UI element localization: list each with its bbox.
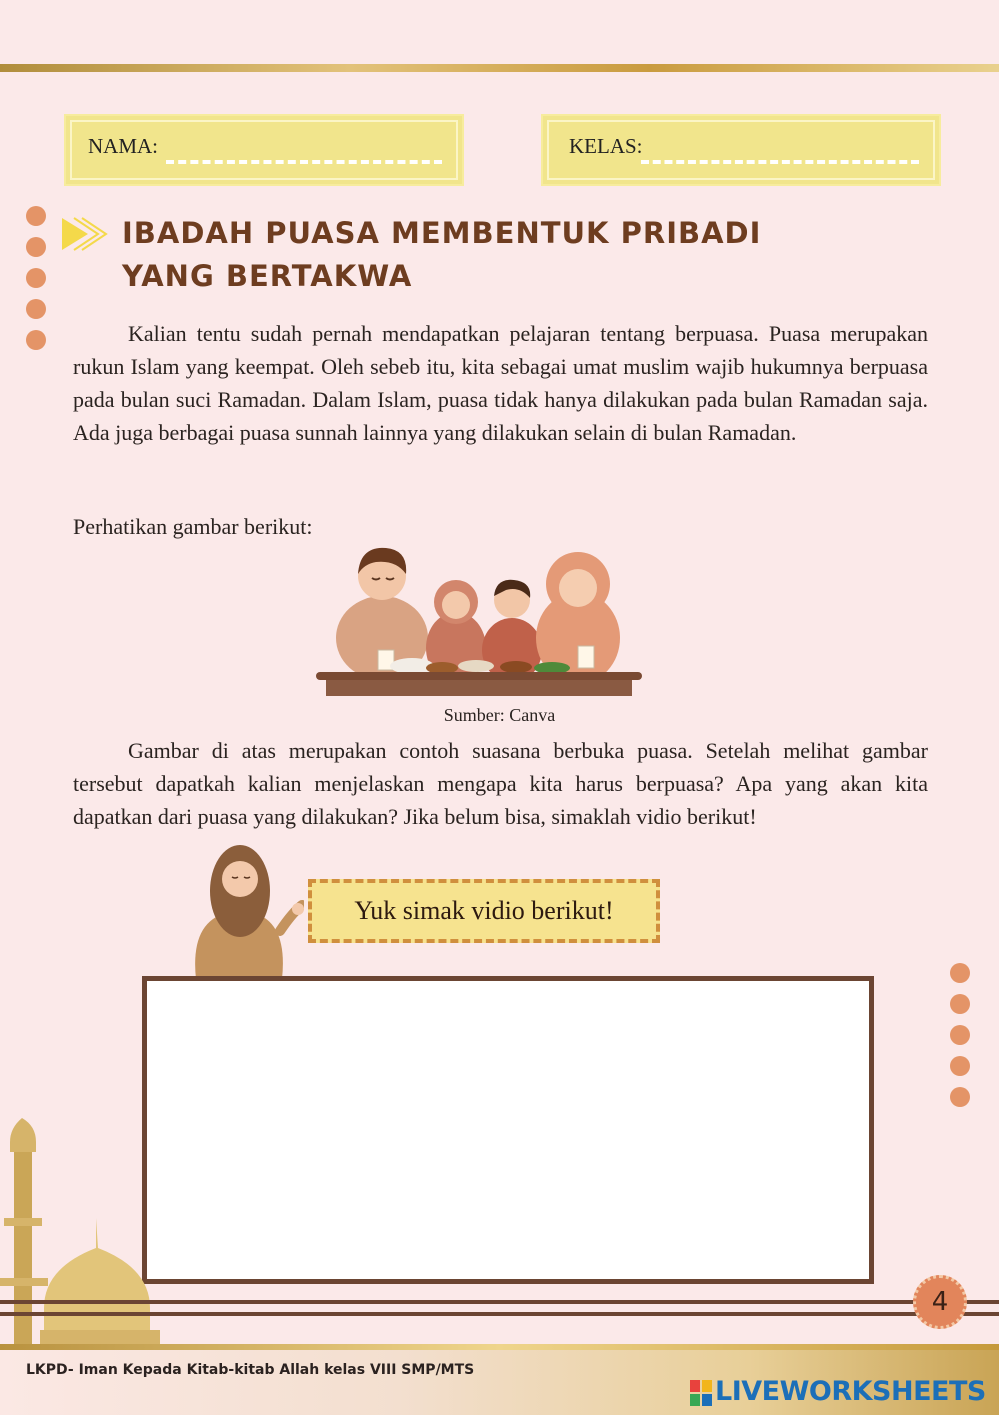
- footer-gold-stripe: [0, 1344, 999, 1350]
- name-input-line[interactable]: [166, 160, 442, 164]
- mosque-silhouette: [0, 1108, 170, 1358]
- left-dot-column: [26, 206, 48, 361]
- decor-dot: [950, 1087, 970, 1107]
- page-number: 4: [913, 1275, 967, 1329]
- bottom-rule-1: [0, 1300, 999, 1304]
- watch-video-callout: Yuk simak vidio berikut!: [308, 879, 660, 943]
- title-line-2: YANG BERTAKWA: [122, 259, 413, 293]
- top-gold-stripe: [0, 64, 999, 72]
- image-prompt: Perhatikan gambar berikut:: [73, 514, 313, 539]
- decor-dot: [950, 963, 970, 983]
- name-label: NAMA:: [88, 134, 159, 158]
- image-caption: Sumber: Canva: [443, 705, 556, 725]
- title-line-1: IBADAH PUASA MEMBENTUK PRIBADI: [122, 216, 762, 250]
- family-iftar-illustration: [316, 538, 642, 698]
- brand-text: LIVEWORKSHEETS: [715, 1376, 986, 1407]
- bottom-rule-2: [0, 1312, 999, 1316]
- intro-paragraph: Kalian tentu sudah pernah mendapatkan pelajaran tentang berpuasa. Puasa merupakan rukun Islam yang keempat. Oleh sebeb itu, kita sebagai umat muslim wajib hukumnya berpuasa pada bulan suci Ramadan. Dalam Islam, puasa tidak hanya dilakukan pada bulan Ramadan saja. Ada juga berbagai puasa sunnah lainnya yang dilakukan selain di bulan Ramadan.: [73, 321, 928, 445]
- question-paragraph: Gambar di atas merupakan contoh suasana berbuka puasa. Setelah melihat gambar tersebut dapatkah kalian menjelaskan mengapa kita harus berpuasa? Apa yang akan kita dapatkan dari puasa yang dilakukan? Jika belum bisa, simaklah vidio berikut!: [73, 738, 928, 829]
- liveworksheets-logo[interactable]: [690, 1376, 986, 1408]
- decor-dot: [26, 299, 46, 319]
- decor-dot: [950, 1025, 970, 1045]
- decor-dot: [950, 994, 970, 1014]
- play-arrow-icon: [62, 216, 108, 252]
- name-field-box: [64, 114, 464, 186]
- class-label: KELAS:: [569, 134, 643, 158]
- teacher-illustration: [176, 843, 304, 979]
- liveworksheets-icon: [690, 1380, 712, 1406]
- video-embed-area[interactable]: [142, 976, 874, 1284]
- class-field-box: [541, 114, 941, 186]
- decor-dot: [26, 268, 46, 288]
- footer-title: LKPD- Iman Kepada Kitab-kitab Allah kelas VIII SMP/MTS: [26, 1362, 475, 1378]
- decor-dot: [26, 237, 46, 257]
- decor-dot: [26, 206, 46, 226]
- page-title: [122, 212, 842, 298]
- right-dot-column: [950, 963, 972, 1118]
- decor-dot: [26, 330, 46, 350]
- decor-dot: [950, 1056, 970, 1076]
- class-input-line[interactable]: [641, 160, 919, 164]
